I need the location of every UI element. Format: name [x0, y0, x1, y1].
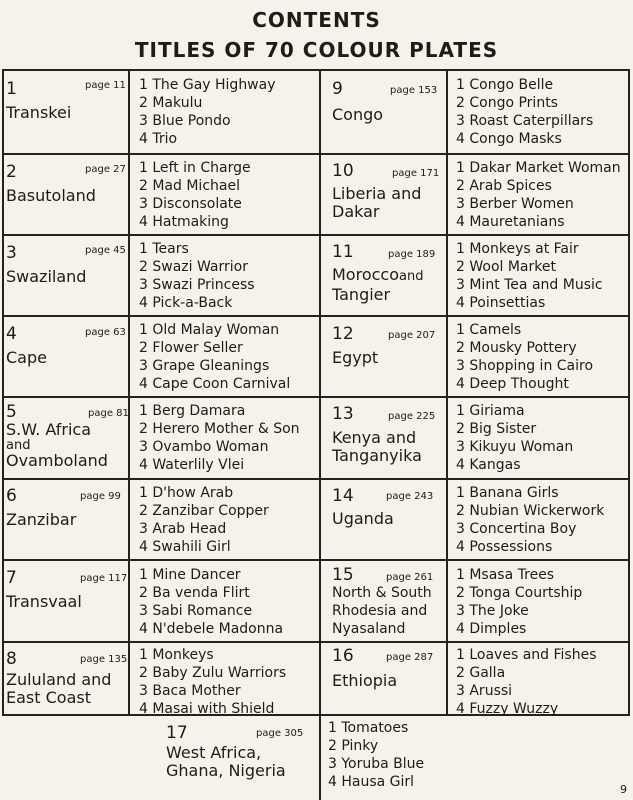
plates-2 [139, 159, 251, 231]
section-name: Basutoland [6, 186, 96, 205]
plates-15 [456, 566, 582, 638]
plates-8 [139, 646, 286, 718]
section-name-line2: Ovamboland [6, 451, 108, 470]
plate-item: 2 Arab Spices [456, 178, 552, 194]
section-name: Congo [332, 105, 384, 124]
plates-11 [456, 240, 603, 312]
plate-item: 3 Berber Women [456, 196, 574, 212]
page-ref: page 135 [80, 654, 128, 665]
plate-item: 2 Makulu [139, 95, 203, 111]
section-number: 13 [332, 404, 354, 424]
section-name: Transvaal [6, 592, 82, 611]
plate-item: 1 Loaves and Fishes [456, 647, 597, 663]
plate-item: 2 Baby Zulu Warriors [139, 665, 287, 681]
plate-item: 3 Roast Caterpillars [456, 113, 594, 129]
plate-item: 4 Waterlily Vlei [139, 457, 245, 473]
plate-item: 2 Pinky [328, 738, 379, 754]
plate-item: 3 Shopping in Cairo [456, 358, 594, 374]
page-ref: page 171 [392, 168, 440, 179]
plate-item: 1 Monkeys [139, 647, 214, 663]
section-name-connector: and [6, 438, 31, 453]
page-ref: page 225 [388, 411, 436, 422]
section-number: 10 [332, 161, 354, 181]
page-ref: page 63 [85, 327, 126, 338]
section-2 [6, 163, 96, 205]
section-name: Egypt [332, 348, 379, 367]
section-12 [332, 325, 378, 367]
plate-item: 1 Tomatoes [328, 720, 409, 736]
plate-item: 4 Pick-a-Back [139, 295, 233, 311]
plates-4 [139, 321, 290, 393]
plate-item: 3 Disconsolate [139, 196, 242, 212]
page-ref: page 99 [80, 491, 121, 502]
plate-item: 4 Fuzzy Wuzzy [456, 701, 559, 717]
plates-14 [456, 484, 604, 556]
section-name: Swaziland [6, 267, 87, 286]
plate-item: 2 Mad Michael [139, 178, 240, 194]
plate-item: 3 The Joke [456, 603, 529, 619]
section-4 [6, 325, 47, 367]
section-name-line2: Rhodesia and [332, 603, 428, 619]
page-ref: page 261 [386, 572, 434, 583]
section-number: 17 [166, 723, 188, 743]
section-number: 14 [332, 486, 354, 506]
plate-item: 2 Congo Prints [456, 95, 558, 111]
plates-13 [456, 402, 573, 474]
plate-item: 3 Grape Gleanings [139, 358, 270, 374]
section-number: 4 [6, 324, 17, 344]
page-ref: page 27 [85, 164, 126, 175]
plate-item: 2 Big Sister [456, 421, 537, 437]
section-name-connector: and [399, 269, 424, 284]
plate-item: 4 Congo Masks [456, 131, 562, 147]
section-number: 5 [6, 402, 17, 422]
plate-item: 1 Tears [139, 241, 189, 257]
section-name-line2: Tanganyika [332, 446, 422, 465]
page-ref: page 189 [388, 249, 436, 260]
plates-5 [139, 402, 300, 474]
section-9 [332, 80, 383, 124]
plate-item: 1 Banana Girls [456, 485, 559, 501]
plate-item: 3 Kikuyu Woman [456, 439, 574, 455]
section-name: Uganda [332, 509, 394, 528]
page-ref: page 305 [256, 728, 304, 739]
section-number: 7 [6, 568, 17, 588]
page-ref: page 81 [88, 408, 129, 419]
plate-item: 3 Swazi Princess [139, 277, 255, 293]
plates-17 [328, 719, 424, 791]
section-name-line2: East Coast [6, 688, 91, 707]
section-1 [6, 80, 71, 122]
section-name: S.W. Africa [6, 420, 92, 439]
page-ref: page 243 [386, 491, 434, 502]
section-number: 3 [6, 243, 17, 263]
section-name: Liberia and [332, 184, 422, 203]
plate-item: 1 D'how Arab [139, 485, 234, 501]
plate-item: 1 Camels [456, 322, 522, 338]
plate-item: 3 Concertina Boy [456, 521, 577, 537]
section-name-line2: Dakar [332, 202, 380, 221]
plate-item: 2 Ba venda Flirt [139, 585, 250, 601]
section-name: Ethiopia [332, 671, 398, 690]
plate-item: 4 Dimples [456, 621, 527, 637]
plate-item: 3 Arab Head [139, 521, 227, 537]
plates-6 [139, 484, 269, 556]
section-name-line2: Tangier [332, 285, 391, 304]
section-number: 8 [6, 649, 17, 669]
section-name: Kenya and [332, 428, 417, 447]
plate-item: 2 Tonga Courtship [456, 585, 583, 601]
plate-item: 4 Hausa Girl [328, 774, 415, 790]
plate-item: 4 Possessions [456, 539, 553, 555]
plate-item: 1 Berg Damara [139, 403, 246, 419]
plate-item: 2 Flower Seller [139, 340, 243, 356]
plates-3 [139, 240, 255, 312]
plate-item: 1 Giriama [456, 403, 525, 419]
plates-9 [456, 76, 593, 148]
page-ref: page 117 [80, 573, 128, 584]
plates-7 [139, 566, 283, 638]
page-ref: page 207 [388, 330, 436, 341]
page-ref: page 153 [390, 85, 438, 96]
section-7 [6, 569, 82, 611]
plates-12 [456, 321, 593, 393]
page-ref: page 287 [386, 652, 434, 663]
section-number: 11 [332, 242, 354, 262]
section-number: 16 [332, 646, 354, 666]
plate-item: 2 Nubian Wickerwork [456, 503, 605, 519]
section-name: West Africa, [166, 743, 262, 762]
plate-item: 4 Deep Thought [456, 376, 569, 392]
plate-item: 3 Ovambo Woman [139, 439, 269, 455]
section-number: 6 [6, 486, 17, 506]
plate-item: 2 Galla [456, 665, 506, 681]
plate-item: 4 Swahili Girl [139, 539, 231, 555]
plate-item: 2 Zanzibar Copper [139, 503, 269, 519]
plate-item: 2 Herero Mother & Son [139, 421, 300, 437]
plate-item: 4 Cape Coon Carnival [139, 376, 291, 392]
plates-16 [456, 646, 597, 718]
plate-item: 4 N'debele Madonna [139, 621, 284, 637]
section-name: Cape [6, 348, 47, 367]
plate-item: 4 Poinsettias [456, 295, 546, 311]
section-number: 15 [332, 565, 354, 585]
plate-item: 3 Baca Mother [139, 683, 241, 699]
contents-subtitle: TITLES OF 70 COLOUR PLATES [134, 38, 499, 62]
section-name: Zululand and [6, 670, 112, 689]
plates-1 [139, 76, 276, 148]
plate-item: 1 Msasa Trees [456, 567, 555, 583]
plate-item: 1 Left in Charge [139, 160, 251, 176]
plate-item: 3 Blue Pondo [139, 113, 231, 129]
plate-item: 4 Mauretanians [456, 214, 565, 230]
section-number: 9 [332, 79, 343, 99]
page-ref: page 45 [85, 245, 126, 256]
plate-item: 4 Hatmaking [139, 214, 229, 230]
plate-item: 1 Mine Dancer [139, 567, 241, 583]
plate-item: 3 Arussi [456, 683, 513, 699]
plate-item: 3 Sabi Romance [139, 603, 253, 619]
section-name: Zanzibar [6, 510, 77, 529]
page-ref: page 11 [85, 80, 126, 91]
section-name: North & South [332, 585, 432, 601]
section-name: Morocco [332, 265, 399, 284]
page-number: 9 [620, 783, 627, 796]
section-14 [332, 487, 394, 528]
plate-item: 2 Swazi Warrior [139, 259, 248, 275]
contents-title: CONTENTS [252, 8, 381, 32]
plates-10 [456, 159, 621, 231]
section-number: 12 [332, 324, 354, 344]
plate-item: 1 Congo Belle [456, 77, 554, 93]
plate-item: 3 Yoruba Blue [328, 756, 425, 772]
section-name-line2: Ghana, Nigeria [166, 761, 286, 780]
plate-item: 1 Monkeys at Fair [456, 241, 579, 257]
plate-item: 1 Dakar Market Woman [456, 160, 621, 176]
section-name-line3: Nyasaland [332, 621, 406, 637]
section-3 [6, 244, 86, 286]
section-number: 2 [6, 162, 17, 182]
section-number: 1 [6, 79, 17, 99]
plate-item: 3 Mint Tea and Music [456, 277, 603, 293]
plate-item: 1 The Gay Highway [139, 77, 276, 93]
plate-item: 4 Kangas [456, 457, 521, 473]
plate-item: 2 Wool Market [456, 259, 556, 275]
plate-item: 4 Trio [139, 131, 178, 147]
section-name: Transkei [6, 103, 72, 122]
section-6 [6, 487, 76, 529]
plate-item: 2 Mousky Pottery [456, 340, 577, 356]
plate-item: 4 Masai with Shield [139, 701, 275, 717]
plate-item: 1 Old Malay Woman [139, 322, 280, 338]
